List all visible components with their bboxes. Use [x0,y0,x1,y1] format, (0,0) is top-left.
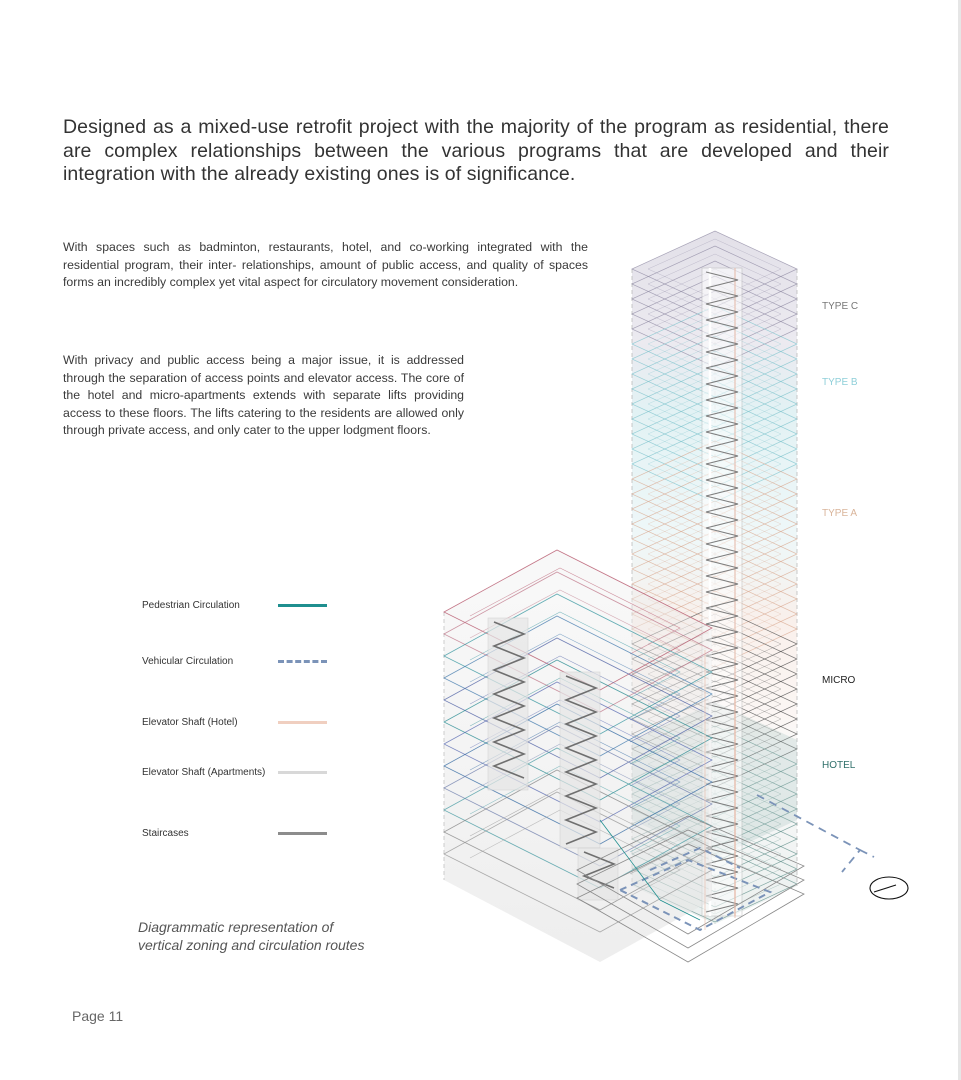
caption-line-1: Diagrammatic representation of [138,919,334,935]
zone-label-micro: MICRO [822,675,856,686]
zone-label-type-b: TYPE B [822,377,858,388]
zone-label-hotel: HOTEL [822,760,856,771]
north-arrow-icon [870,877,908,899]
caption-line-2: vertical zoning and circulation routes [138,937,365,953]
podium-block [444,550,712,962]
body-paragraph-2: With privacy and public access being a major issue, it is addressed through the separation of access points and elevator access. The core of the hotel and micro-apartments extends with separate lifts providing access to these floors. The lifts catering to the residents are allowed only through private access, and only cater to the upper lodgment floors. [63,353,464,437]
diagram-caption [138,918,364,954]
page-number: Page 11 [72,1008,124,1024]
body-paragraph-1: With spaces such as badminton, restaurants, hotel, and co-working integrated with the residential program, their inter- relationships, amount of public access, and quality of spaces forms an incredibly complex yet vital aspect for circulatory movement consideration. [63,240,588,289]
stair-shaft [488,618,528,790]
legend-label: Elevator Shaft (Apartments) [142,767,266,778]
legend-label: Staircases [142,828,189,839]
zone-label-type-a: TYPE A [822,508,858,519]
legend-label: Vehicular Circulation [142,656,234,667]
legend-label: Elevator Shaft (Hotel) [142,717,238,728]
intro-text: Designed as a mixed-use retrofit project with the majority of the program as residential, there are complex relationships between the various programs that are developed and their integration with the already existing ones is of significance. [63,116,889,185]
legend-label: Pedestrian Circulation [142,600,240,611]
zone-label-type-c: TYPE C [822,301,859,312]
